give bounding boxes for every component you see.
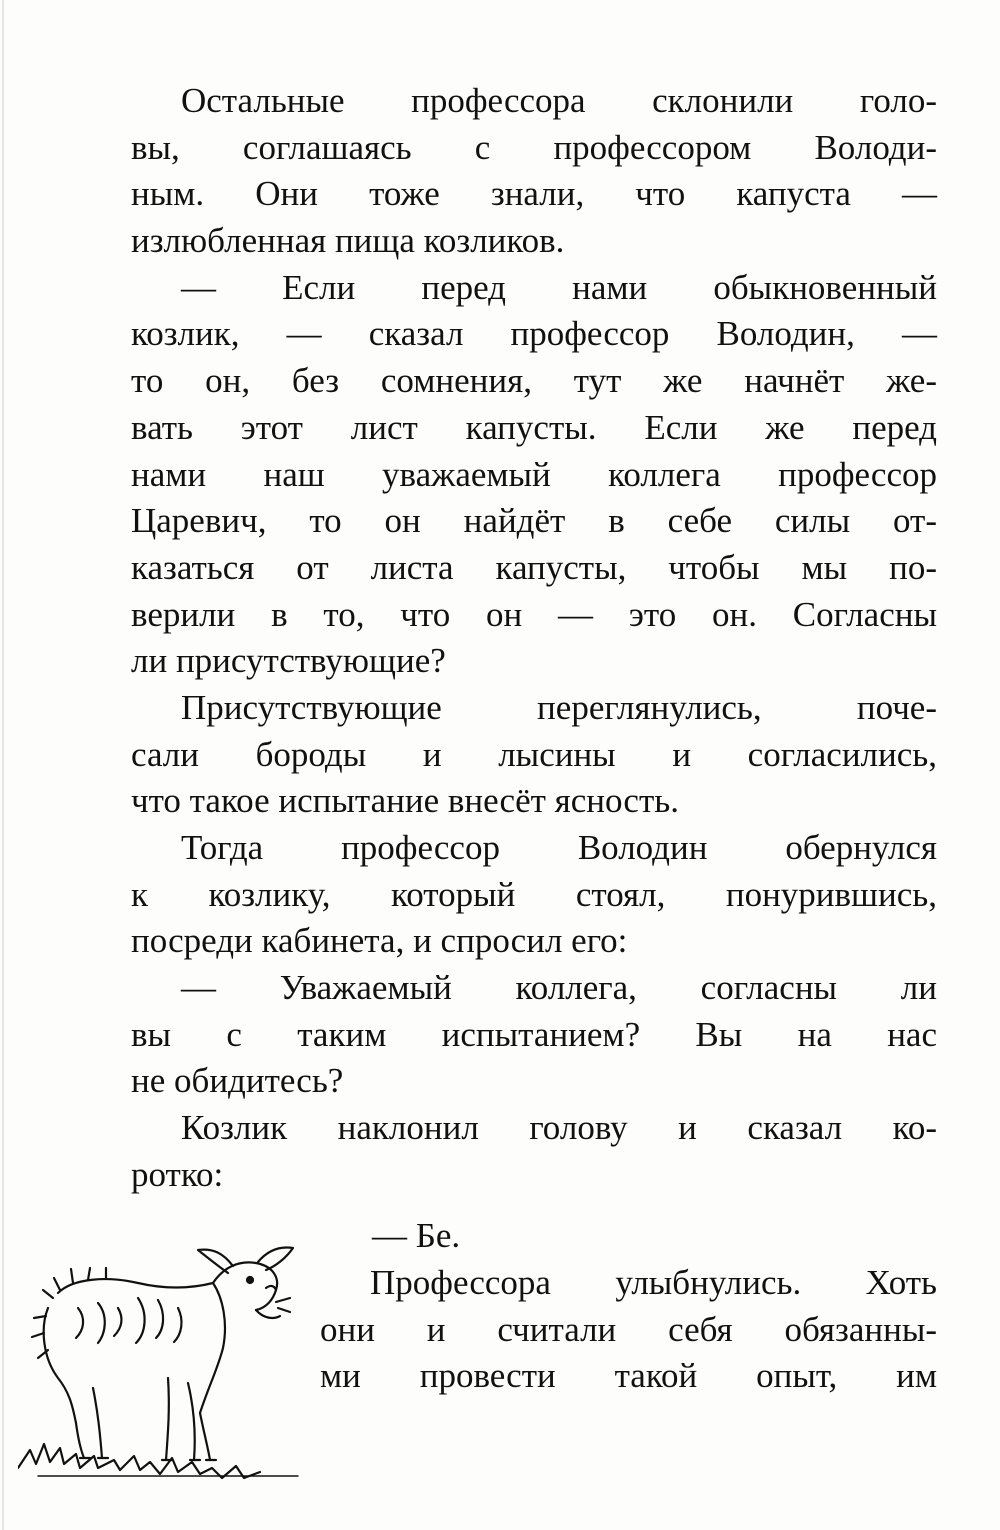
page-edge bbox=[2, 0, 4, 1530]
text-line: Тогда профессор Володин обернулся bbox=[181, 828, 937, 867]
text-line: ли присутствующие? bbox=[131, 641, 446, 681]
text-line: казаться от листа капусты, чтобы мы по- bbox=[131, 547, 937, 587]
text-line: то он, без сомнения, тут же начнёт же- bbox=[131, 361, 937, 401]
text-line: ротко: bbox=[131, 1154, 224, 1194]
paragraph-1 bbox=[131, 78, 937, 265]
text-line: ми провести такой опыт, им bbox=[320, 1356, 937, 1396]
text-line: посреди кабинета, и спросил его: bbox=[131, 921, 628, 961]
text-line: излюбленная пища козликов. bbox=[131, 221, 565, 261]
paragraph-2 bbox=[131, 265, 937, 685]
paragraph-6 bbox=[131, 1105, 937, 1198]
lower-text bbox=[320, 1212, 937, 1399]
text-line: что такое испытание внесёт ясность. bbox=[131, 781, 679, 821]
text-line: Присутствующие переглянулись, поче- bbox=[181, 687, 937, 727]
text-line: — Если перед нами обыкновенный bbox=[181, 267, 937, 307]
text-line: к козлику, который стоял, понурившись, bbox=[131, 874, 937, 914]
main-text bbox=[131, 78, 937, 1199]
text-line: Царевич, то он найдёт в себе силы от- bbox=[131, 501, 937, 541]
goat-illustration bbox=[18, 1238, 310, 1483]
text-line: Козлик наклонил голову и сказал ко- bbox=[181, 1108, 937, 1148]
paragraph-4 bbox=[131, 825, 937, 965]
text-line: вать этот лист капусты. Если же перед bbox=[131, 407, 937, 447]
text-line: нами наш уважаемый коллега профессор bbox=[131, 454, 937, 494]
paragraph-5 bbox=[131, 965, 937, 1105]
text-line: Остальные профессора склонили голо- bbox=[181, 81, 937, 120]
paragraph-3 bbox=[131, 685, 937, 825]
text-line: они и считали себя обязанны- bbox=[320, 1309, 937, 1349]
text-line: не обидитесь? bbox=[131, 1061, 344, 1101]
text-line: верили в то, что он — это он. Согласны bbox=[131, 594, 937, 634]
text-line: ным. Они тоже знали, что капуста — bbox=[131, 174, 937, 214]
text-line: — Уважаемый коллега, согласны ли bbox=[181, 968, 937, 1008]
text-line: вы с таким испытанием? Вы на нас bbox=[131, 1014, 937, 1054]
goat-reply: — Бе. bbox=[372, 1216, 461, 1255]
text-line: козлик, — сказал профессор Володин, — bbox=[131, 314, 937, 354]
text-line: Профессора улыбнулись. Хоть bbox=[370, 1263, 937, 1302]
text-line: сали бороды и лысины и согласились, bbox=[131, 734, 937, 774]
text-line: вы, соглашаясь с профессором Володи- bbox=[131, 127, 937, 167]
